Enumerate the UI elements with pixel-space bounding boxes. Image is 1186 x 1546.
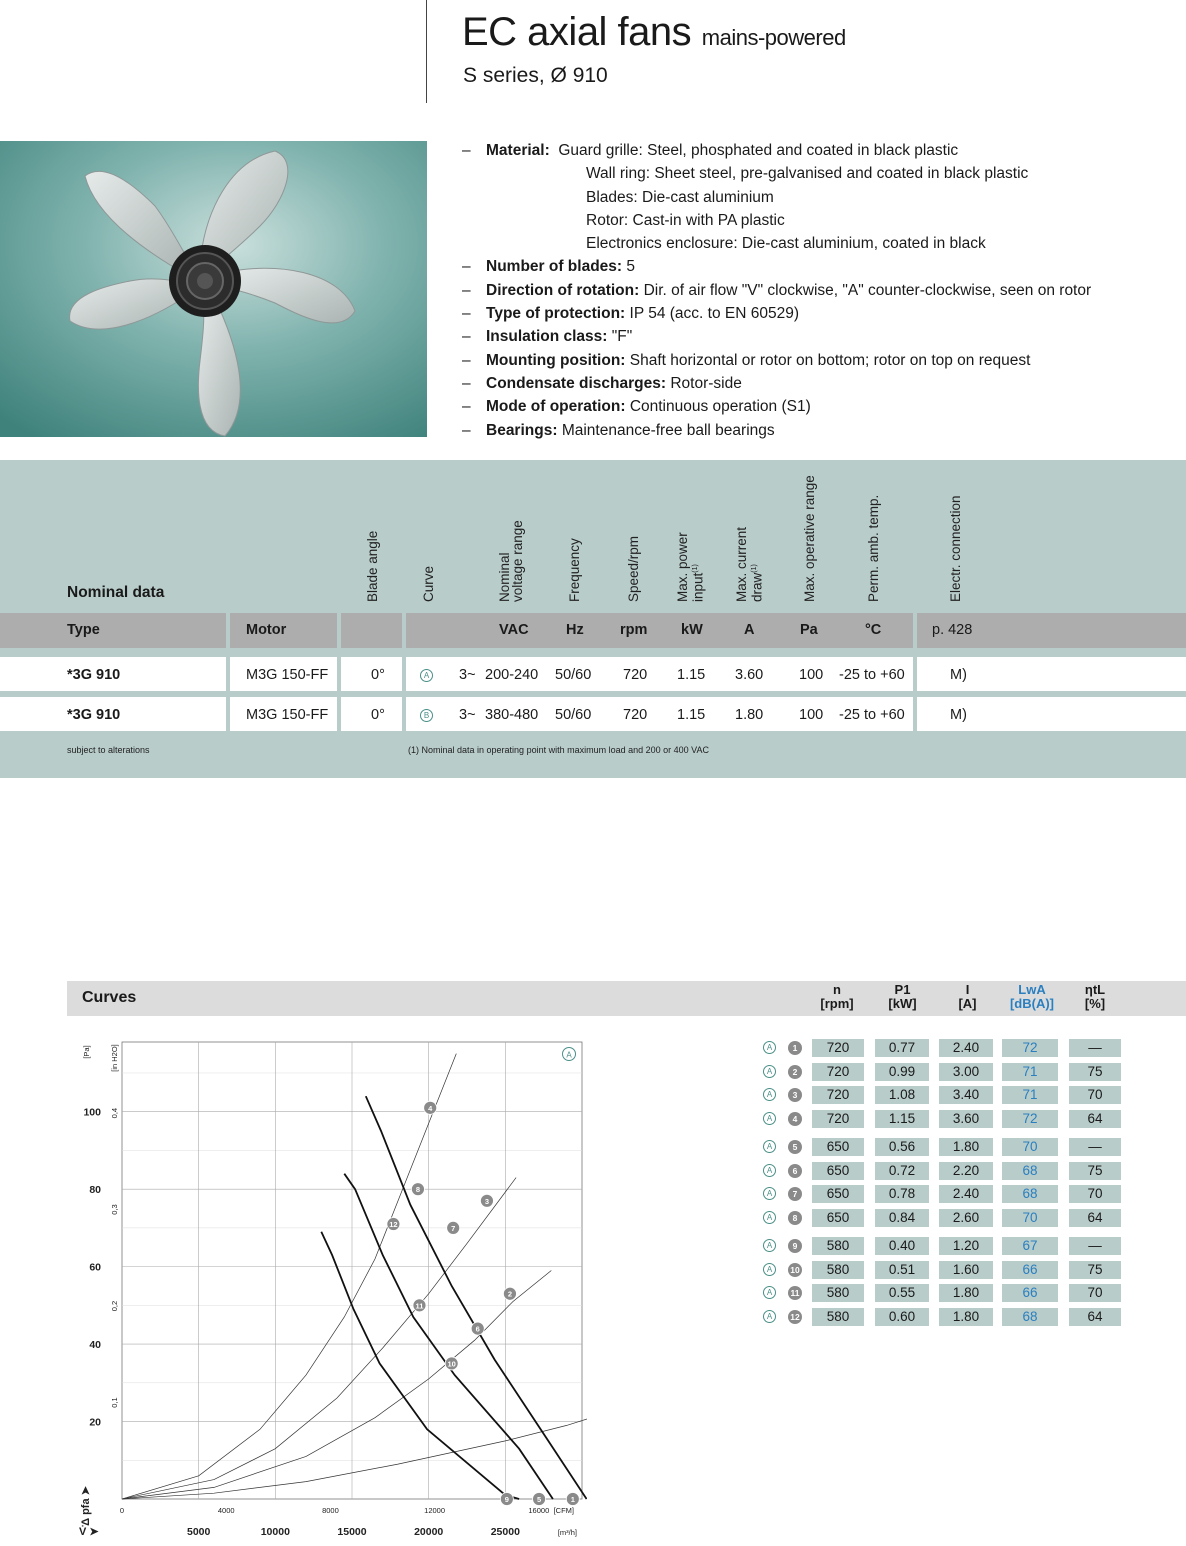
spec-item [462, 302, 1182, 325]
spec-item [462, 325, 1182, 348]
bullet-dash: – [462, 258, 471, 276]
curve-table-cell-i: 1.80 [939, 1284, 993, 1302]
curve-table-cell-i: 1.80 [939, 1138, 993, 1156]
curve-a-icon: A [763, 1140, 776, 1153]
spec-value: IP 54 (acc. to EN 60529) [629, 305, 799, 323]
spec-value: Blades: Die-cast aluminium [586, 188, 774, 206]
row-type: *3G 910 [67, 667, 121, 683]
spec-value: "F" [611, 328, 633, 346]
curve-table-cell-eta: 75 [1069, 1261, 1121, 1279]
header-power-line1: Max. power [675, 532, 690, 602]
operating-point-label-8: 8 [415, 1185, 421, 1195]
spec-label: Type of protection: [486, 305, 626, 323]
spec-value: Electronics enclosure: Die-cast aluminium, coated in black [586, 235, 986, 253]
column-separator [402, 613, 406, 736]
curve-a-icon: A [763, 1263, 776, 1276]
curve-a-icon: A [763, 1310, 776, 1323]
curve-table-row [758, 1161, 1186, 1181]
spec-value: Rotor-side [670, 374, 742, 392]
spec-material [462, 139, 1182, 255]
curve-table-cell-p1: 0.84 [875, 1209, 929, 1227]
curve-table-cell-lwa: 66 [1002, 1261, 1058, 1279]
footer-note-left: subject to alterations [67, 745, 150, 755]
y-tick-inh2o: 0,2 [110, 1300, 119, 1312]
curve-table-cell-n: 720 [812, 1110, 864, 1128]
page-subtitle: S series, Ø 910 [463, 64, 608, 87]
unit-celsius: °C [865, 622, 882, 638]
curve-table-cell-n: 650 [812, 1209, 864, 1227]
y-tick-inh2o: 0,3 [110, 1204, 119, 1215]
spec-value: Wall ring: Sheet steel, pre-galvanised and coated in black plastic [586, 165, 1029, 183]
curve-table-cell-i: 2.60 [939, 1209, 993, 1227]
x-unit-m3h: [m³/h] [557, 1528, 577, 1537]
curve-a-icon: A [763, 1041, 776, 1054]
curve-table-cell-i: 1.80 [939, 1308, 993, 1326]
column-separator [337, 613, 341, 736]
curve-a-icon: A [763, 1239, 776, 1252]
spec-item [462, 255, 1182, 278]
operating-point-label-7: 7 [451, 1223, 456, 1233]
header-divider [426, 0, 427, 103]
curve-table-cell-i: 3.60 [939, 1110, 993, 1128]
curve-table-cell-n: 650 [812, 1162, 864, 1180]
row-phase: 3~ [459, 667, 476, 683]
x-tick-cfm: 4000 [217, 1506, 235, 1515]
curve-table-cell-i: 2.40 [939, 1185, 993, 1203]
x-tick-m3h: 25000 [490, 1526, 520, 1538]
curve-table-cell-lwa: 66 [1002, 1284, 1058, 1302]
x-unit-cfm: [CFM] [553, 1506, 574, 1515]
x-tick-cfm: 0 [119, 1506, 125, 1515]
curve-table-cell-n: 650 [812, 1185, 864, 1203]
curve-table-cell-eta: 75 [1069, 1063, 1121, 1081]
col-header-unit: [rpm] [820, 996, 854, 1011]
spec-label: Material: [486, 142, 550, 159]
col-header-i [940, 983, 995, 1011]
column-separator [226, 613, 230, 736]
col-header-top: ηtL [1084, 982, 1106, 997]
curve-a-icon: A [763, 1065, 776, 1078]
curve-table-cell-eta: 70 [1069, 1185, 1121, 1203]
row-phase: 3~ [459, 707, 476, 723]
unit-hz: Hz [566, 622, 584, 638]
curve-table-row [758, 1038, 1186, 1058]
spec-item [462, 395, 1182, 418]
header-voltage-line2: voltage range [510, 520, 525, 602]
operating-point-badge: 3 [788, 1088, 802, 1102]
curve-a-icon: A [763, 1164, 776, 1177]
header-frequency: Frequency [567, 538, 582, 602]
spec-value: 5 [626, 258, 636, 276]
fan-curve-chart [67, 1030, 587, 1546]
spec-label: Direction of rotation: [486, 281, 640, 299]
operating-point-badge: 10 [788, 1263, 802, 1277]
curve-table-cell-p1: 0.60 [875, 1308, 929, 1326]
header-pressure: Max. operative range [802, 475, 817, 602]
nominal-data-table [0, 460, 1186, 778]
operating-point-badge: 4 [788, 1112, 802, 1126]
spec-value: Continuous operation (S1) [629, 398, 811, 416]
curve-table-cell-eta: 64 [1069, 1110, 1121, 1128]
curve-table-cell-n: 580 [812, 1237, 864, 1255]
curve-table-cell-i: 3.00 [939, 1063, 993, 1081]
operating-point-badge: 2 [788, 1065, 802, 1079]
spec-value: Rotor: Cast-in with PA plastic [586, 211, 785, 229]
curve-table-cell-eta: 64 [1069, 1209, 1121, 1227]
curve-table-cell-eta: 64 [1069, 1308, 1121, 1326]
curve-a-icon: A [763, 1088, 776, 1101]
operating-point-label-9: 9 [504, 1495, 509, 1504]
row-voltage: 380-480 [485, 707, 539, 723]
spec-value: Dir. of air flow "V" clockwise, "A" counter-clockwise, seen on rotor [643, 281, 1092, 299]
row-pa: 100 [799, 667, 824, 683]
row-frequency: 50/60 [555, 667, 592, 683]
curve-table-cell-n: 720 [812, 1063, 864, 1081]
curve-table-row [758, 1260, 1186, 1280]
row-motor: M3G 150-FF [246, 707, 329, 723]
table-row-bg [0, 697, 1186, 731]
col-header-eta [1070, 983, 1120, 1011]
fan-product-image [0, 141, 427, 437]
header-voltage-line1: Nominal [497, 552, 512, 602]
spec-label: Mode of operation: [486, 398, 626, 416]
footnote-ref: (1) [751, 564, 758, 573]
col-header-unit: [%] [1084, 996, 1106, 1011]
col-header-top: I [965, 982, 970, 997]
curve-table-row [758, 1236, 1186, 1256]
x-tick-m3h: 10000 [260, 1526, 290, 1538]
curve-table-cell-p1: 0.56 [875, 1138, 929, 1156]
spec-label: Condensate discharges: [486, 374, 667, 392]
row-temp: -25 to +60 [839, 667, 905, 683]
curve-table-cell-p1: 0.55 [875, 1284, 929, 1302]
bullet-dash: – [462, 351, 471, 369]
row-kw: 1.15 [677, 667, 706, 683]
curve-table-cell-i: 1.20 [939, 1237, 993, 1255]
curve-table-cell-lwa: 71 [1002, 1086, 1058, 1104]
curve-table-cell-eta: — [1069, 1138, 1121, 1156]
y-tick-inh2o: 0,4 [110, 1107, 119, 1119]
curve-a-icon: A [420, 669, 433, 682]
row-type: *3G 910 [67, 707, 121, 723]
row-voltage: 200-240 [485, 667, 539, 683]
curve-table-cell-i: 2.40 [939, 1039, 993, 1057]
y-tick-inh2o: 0,1 [110, 1397, 119, 1408]
col-header-top: n [833, 982, 841, 997]
row-motor: M3G 150-FF [246, 667, 329, 683]
curve-table-cell-lwa: 70 [1002, 1209, 1058, 1227]
unit-page-ref: p. 428 [932, 622, 973, 638]
curve-b-icon: B [420, 709, 433, 722]
curves-title: Curves [82, 989, 137, 1006]
y-axis-label: Δ pfa ➤ [80, 1486, 92, 1526]
unit-rpm: rpm [620, 622, 648, 638]
operating-point-label-5: 5 [536, 1495, 542, 1504]
unit-vac: VAC [499, 622, 529, 638]
x-tick-m3h: 20000 [414, 1526, 444, 1538]
operating-point-label-3: 3 [484, 1196, 490, 1206]
unit-motor: Motor [246, 622, 287, 638]
header-power-line2: input [690, 572, 706, 602]
col-header-top: P1 [894, 982, 911, 997]
row-rpm: 720 [623, 667, 648, 683]
row-temp: -25 to +60 [839, 707, 905, 723]
row-connection: M) [950, 667, 967, 683]
bullet-dash: – [462, 398, 471, 416]
curve-a-icon: A [763, 1211, 776, 1224]
nominal-data-title: Nominal data [67, 584, 165, 601]
curve-table-cell-lwa: 68 [1002, 1308, 1058, 1326]
spec-value: Guard grille: Steel, phosphated and coated in black plastic [558, 142, 959, 159]
row-curve [420, 707, 433, 723]
curve-table-row [758, 1307, 1186, 1327]
header-current-line2: draw [749, 572, 765, 602]
curve-table-cell-p1: 0.99 [875, 1063, 929, 1081]
header-speed: Speed/rpm [626, 535, 641, 602]
bullet-dash: – [462, 142, 471, 159]
curve-table-cell-lwa: 72 [1002, 1110, 1058, 1128]
curve-table-cell-p1: 0.72 [875, 1162, 929, 1180]
x-tick-cfm: 8000 [322, 1506, 339, 1515]
curve-a-label: A [566, 1050, 572, 1060]
chart-svg [67, 1030, 587, 1546]
y-tick-pa: 60 [89, 1261, 101, 1274]
col-header-p1 [875, 983, 930, 1011]
col-header-unit: [dB(A)] [1009, 996, 1055, 1011]
y-tick-pa: 100 [83, 1106, 101, 1119]
curve-table-row [758, 1184, 1186, 1204]
row-angle: 0° [371, 667, 385, 683]
operating-point-label-11: 11 [415, 1301, 424, 1311]
curve-table-cell-n: 720 [812, 1086, 864, 1104]
curve-table-cell-p1: 0.51 [875, 1261, 929, 1279]
unit-kw: kW [681, 622, 703, 638]
row-angle: 0° [371, 707, 385, 723]
curve-table-cell-eta: 70 [1069, 1284, 1121, 1302]
spec-label: Insulation class: [486, 328, 608, 346]
y-tick-pa: 20 [89, 1416, 101, 1429]
spec-value: Shaft horizontal or rotor on bottom; rotor on top on request [629, 351, 1031, 369]
spec-item [462, 279, 1182, 302]
spec-list [462, 139, 1182, 442]
curve-table-cell-n: 580 [812, 1308, 864, 1326]
curve-table-row [758, 1208, 1186, 1228]
row-amp: 3.60 [735, 667, 764, 683]
col-header-top: LwA [1018, 982, 1046, 997]
operating-point-label-4: 4 [428, 1103, 433, 1113]
y-tick-pa: 80 [89, 1184, 101, 1197]
header-current [735, 527, 764, 602]
units-row-bg [0, 613, 1186, 648]
curve-table-cell-lwa: 68 [1002, 1185, 1058, 1203]
row-pa: 100 [799, 707, 824, 723]
x-tick-cfm: 16000 [528, 1506, 550, 1515]
spec-label: Bearings: [486, 421, 558, 439]
page-title [462, 10, 846, 55]
curve-table-cell-eta: 75 [1069, 1162, 1121, 1180]
row-rpm: 720 [623, 707, 648, 723]
header-temperature: Perm. amb. temp. [866, 494, 881, 602]
curve-table-cell-p1: 0.77 [875, 1039, 929, 1057]
operating-point-badge: 12 [788, 1310, 802, 1324]
curve-table-cell-eta: 70 [1069, 1086, 1121, 1104]
footnote-ref: (1) [692, 564, 699, 573]
operating-point-badge: 5 [788, 1140, 802, 1154]
bullet-dash: – [462, 328, 471, 346]
col-header-unit: [kW] [888, 996, 917, 1011]
curve-table-cell-n: 580 [812, 1284, 864, 1302]
curve-a-icon: A [763, 1187, 776, 1200]
bullet-dash: – [462, 421, 471, 439]
spec-item [462, 419, 1182, 442]
title-suffix: mains-powered [701, 25, 846, 50]
operating-point-badge: 9 [788, 1239, 802, 1253]
x-tick-m3h: 5000 [186, 1526, 211, 1538]
curve-table-row [758, 1137, 1186, 1157]
curve-table-cell-n: 580 [812, 1261, 864, 1279]
curve-table-cell-lwa: 72 [1002, 1039, 1058, 1057]
curve-table-row [758, 1062, 1186, 1082]
operating-point-badge: 8 [788, 1211, 802, 1225]
table-row-bg [0, 657, 1186, 691]
row-kw: 1.15 [677, 707, 706, 723]
operating-point-label-12: 12 [389, 1220, 398, 1230]
operating-point-badge: 6 [788, 1164, 802, 1178]
curve-table-cell-p1: 1.08 [875, 1086, 929, 1104]
unit-type: Type [67, 622, 100, 638]
curve-table-cell-p1: 0.78 [875, 1185, 929, 1203]
x-tick-cfm: 12000 [424, 1506, 446, 1515]
spec-label: Number of blades: [486, 258, 623, 276]
row-frequency: 50/60 [555, 707, 592, 723]
row-amp: 1.80 [735, 707, 764, 723]
curve-table-cell-lwa: 68 [1002, 1162, 1058, 1180]
col-header-n [812, 983, 862, 1011]
header-connection: Electr. connection [948, 495, 963, 602]
curve-table-cell-n: 650 [812, 1138, 864, 1156]
spec-value: Maintenance-free ball bearings [561, 421, 775, 439]
curve-table-row [758, 1109, 1186, 1129]
curve-table-cell-eta: — [1069, 1237, 1121, 1255]
x-tick-m3h: 15000 [337, 1526, 367, 1538]
spec-label: Mounting position: [486, 351, 626, 369]
curve-table-cell-lwa: 70 [1002, 1138, 1058, 1156]
title-main: EC axial fans [462, 10, 692, 54]
curve-table-cell-lwa: 67 [1002, 1237, 1058, 1255]
unit-pa: Pa [800, 622, 818, 638]
operating-point-badge: 7 [788, 1187, 802, 1201]
curve-table-cell-i: 2.20 [939, 1162, 993, 1180]
spec-item [462, 349, 1182, 372]
unit-a: A [744, 622, 755, 638]
column-separator [913, 613, 917, 736]
curve-table-cell-eta: — [1069, 1039, 1121, 1057]
col-header-lwa [1002, 983, 1062, 1011]
curve-table-row [758, 1283, 1186, 1303]
operating-point-label-10: 10 [447, 1359, 456, 1369]
curve-table-cell-i: 3.40 [939, 1086, 993, 1104]
curve-a-icon: A [763, 1286, 776, 1299]
col-header-unit: [A] [958, 996, 977, 1011]
operating-point-label-2: 2 [507, 1289, 513, 1299]
operating-point-label-1: 1 [570, 1495, 575, 1504]
row-curve [420, 667, 433, 683]
operating-point-badge: 11 [788, 1286, 802, 1300]
curve-table-row [758, 1085, 1186, 1105]
y-unit-inh2o: [in H2O] [110, 1044, 119, 1072]
y-tick-pa: 40 [89, 1339, 101, 1352]
curve-table-cell-i: 1.60 [939, 1261, 993, 1279]
curve-table-cell-p1: 0.40 [875, 1237, 929, 1255]
spec-item [462, 372, 1182, 395]
footer-note-right: (1) Nominal data in operating point with maximum load and 200 or 400 VAC [408, 745, 709, 755]
curve-table-cell-p1: 1.15 [875, 1110, 929, 1128]
curve-a-icon: A [763, 1112, 776, 1125]
header-voltage [498, 520, 524, 602]
header-power [676, 532, 705, 602]
row-connection: M) [950, 707, 967, 723]
x-axis-label: V̇ ➤ [79, 1526, 99, 1538]
header-current-line1: Max. current [734, 526, 749, 602]
header-curve: Curve [421, 565, 436, 602]
operating-point-label-6: 6 [475, 1324, 480, 1334]
bullet-dash: – [462, 305, 471, 323]
curve-table-cell-lwa: 71 [1002, 1063, 1058, 1081]
bullet-dash: – [462, 374, 471, 392]
header-blade-angle: Blade angle [365, 530, 380, 602]
bullet-dash: – [462, 281, 471, 299]
operating-point-badge: 1 [788, 1041, 802, 1055]
curve-table-cell-n: 720 [812, 1039, 864, 1057]
y-unit-pa: [Pa] [82, 1045, 91, 1059]
